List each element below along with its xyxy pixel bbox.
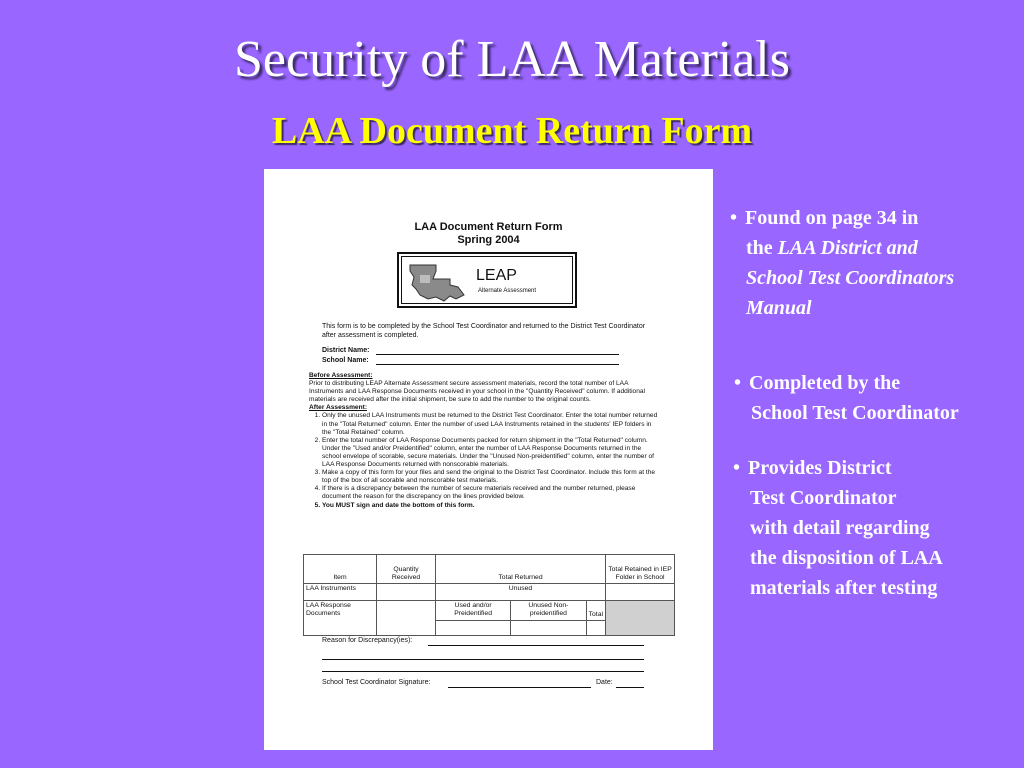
bullet-2-line-1: Completed by the	[749, 372, 901, 394]
header-item: Item	[304, 555, 377, 584]
district-name-label: District Name:	[322, 347, 370, 354]
leap-logo-subtitle: Alternate Assessment	[478, 288, 537, 294]
document-image	[264, 169, 713, 750]
school-name-field	[322, 356, 369, 365]
school-name-line	[376, 356, 619, 365]
district-name-field	[322, 346, 369, 355]
school-name-label: School Name:	[322, 357, 369, 364]
discrepancy-line	[322, 671, 644, 672]
table-row	[304, 601, 675, 621]
row-unused-label: Unused	[436, 584, 606, 601]
table-row	[304, 584, 675, 601]
row-item-response-documents: LAA Response Documents	[304, 601, 377, 636]
before-assessment-text: Prior to distributing LEAP Alternate Assessment secure assessment materials, record the total number of LAA Instruments and LAA Response Documents received in your school in the "Quantity Received" column. If additional materials are received after the initial shipment, be sure to add the number to the original counts.	[309, 380, 646, 404]
signature-line	[448, 687, 591, 688]
date-line	[616, 687, 644, 688]
bullet-3-line-5: materials after testing	[750, 577, 938, 599]
bullet-1-line-2-italic: LAA District and	[777, 237, 918, 259]
document-title-line1: LAA Document Return Form	[414, 221, 563, 233]
bullet-3-line-3: with detail regarding	[750, 517, 930, 539]
bullet-completed-by	[734, 368, 959, 428]
document-title	[264, 221, 713, 247]
header-total-retained: Total Retained in IEP Folder in School	[606, 555, 675, 584]
step-item: 2. Enter the total number of LAA Response Documents packed for return shipment in the "Total Returned" column. Under the "Used and/or Preidentified" column, enter the number of LAA Response Documents returned in the school envelope of scorable, secure materials. Under the "Unused Non-preidentified" column, enter the number of LAA Response Documents returned with nonscorable materials.	[322, 437, 659, 469]
row-qty-cell	[377, 584, 436, 601]
date-label: Date:	[596, 679, 613, 686]
bullet-3-line-2: Test Coordinator	[750, 487, 897, 509]
row-qty-cell	[377, 601, 436, 636]
bullet-1-line-4: Manual	[746, 297, 812, 319]
row-retained-cell	[606, 584, 675, 601]
return-table	[303, 554, 675, 636]
bullet-dot: •	[730, 207, 738, 229]
bullet-2-line-2: School Test Coordinator	[751, 402, 959, 424]
step-item: 3. Make a copy of this form for your files and send the original to the District Test Coordinator. Include this form at the top of the box of all scorable and nonscorable test materials.	[322, 469, 659, 485]
bullet-1-line-1: Found on page 34 in	[745, 207, 919, 229]
bullet-3-line-1: Provides District	[748, 457, 892, 479]
slide-subtitle: LAA Document Return Form	[271, 110, 753, 152]
bullet-found-on-page	[730, 203, 954, 323]
bullet-provides-detail	[733, 453, 943, 603]
after-assessment-steps	[309, 412, 659, 509]
col-used-preidentified: Used and/or Preidentified	[436, 601, 511, 621]
before-assessment-header: Before Assessment:	[309, 372, 373, 379]
col-unused-nonpreidentified: Unused Non-preidentified	[511, 601, 586, 621]
bullet-dot: •	[733, 457, 741, 479]
document-intro: This form is to be completed by the School Test Coordinator and returned to the District Test Coordinator after assessment is completed.	[322, 323, 646, 339]
header-quantity: Quantity Received	[377, 555, 436, 584]
bullet-1-line-2-prefix: the	[746, 237, 778, 259]
instructions	[309, 372, 659, 510]
bullet-1-line-3: School Test Coordinators	[746, 267, 955, 289]
bullet-3-line-4: the disposition of LAA	[750, 547, 943, 569]
signature-label: School Test Coordinator Signature:	[322, 679, 431, 686]
district-name-line	[376, 346, 619, 355]
col-total: Total	[586, 601, 605, 621]
step-item: 5. You MUST sign and date the bottom of this form.	[322, 502, 659, 510]
row-value-cell	[511, 621, 586, 636]
table-header-row	[304, 555, 675, 584]
step-item: 4. If there is a discrepancy between the number of secure materials received and the number returned, please document the reason for the discrepancy on the lines provided below.	[322, 485, 659, 501]
document-title-line2: Spring 2004	[457, 234, 520, 246]
row-value-cell	[436, 621, 511, 636]
step-item: 1. Only the unused LAA Instruments must be returned to the District Test Coordinator. Enter the total number returned in the "Total Returned" column. Enter the number of used LAA Instruments retained in the students' IEP folders in the "Total Retained" column.	[322, 412, 659, 436]
discrepancy-line	[428, 645, 644, 646]
header-total-returned: Total Returned	[436, 555, 606, 584]
discrepancy-line	[322, 659, 644, 660]
discrepancy-label: Reason for Discrepancy(ies):	[322, 637, 413, 644]
row-value-cell	[586, 621, 605, 636]
slide-title: Security of LAA Materials	[234, 31, 790, 88]
leap-logo-box	[397, 252, 577, 308]
bullet-dot: •	[734, 372, 742, 394]
louisiana-map-icon	[406, 261, 468, 305]
row-item-instruments: LAA Instruments	[304, 584, 377, 601]
leap-logo-inner	[401, 256, 573, 304]
after-assessment-header: After Assessment:	[309, 404, 368, 412]
leap-logo-word: LEAP	[476, 267, 517, 284]
row-retained-shaded	[606, 601, 675, 636]
